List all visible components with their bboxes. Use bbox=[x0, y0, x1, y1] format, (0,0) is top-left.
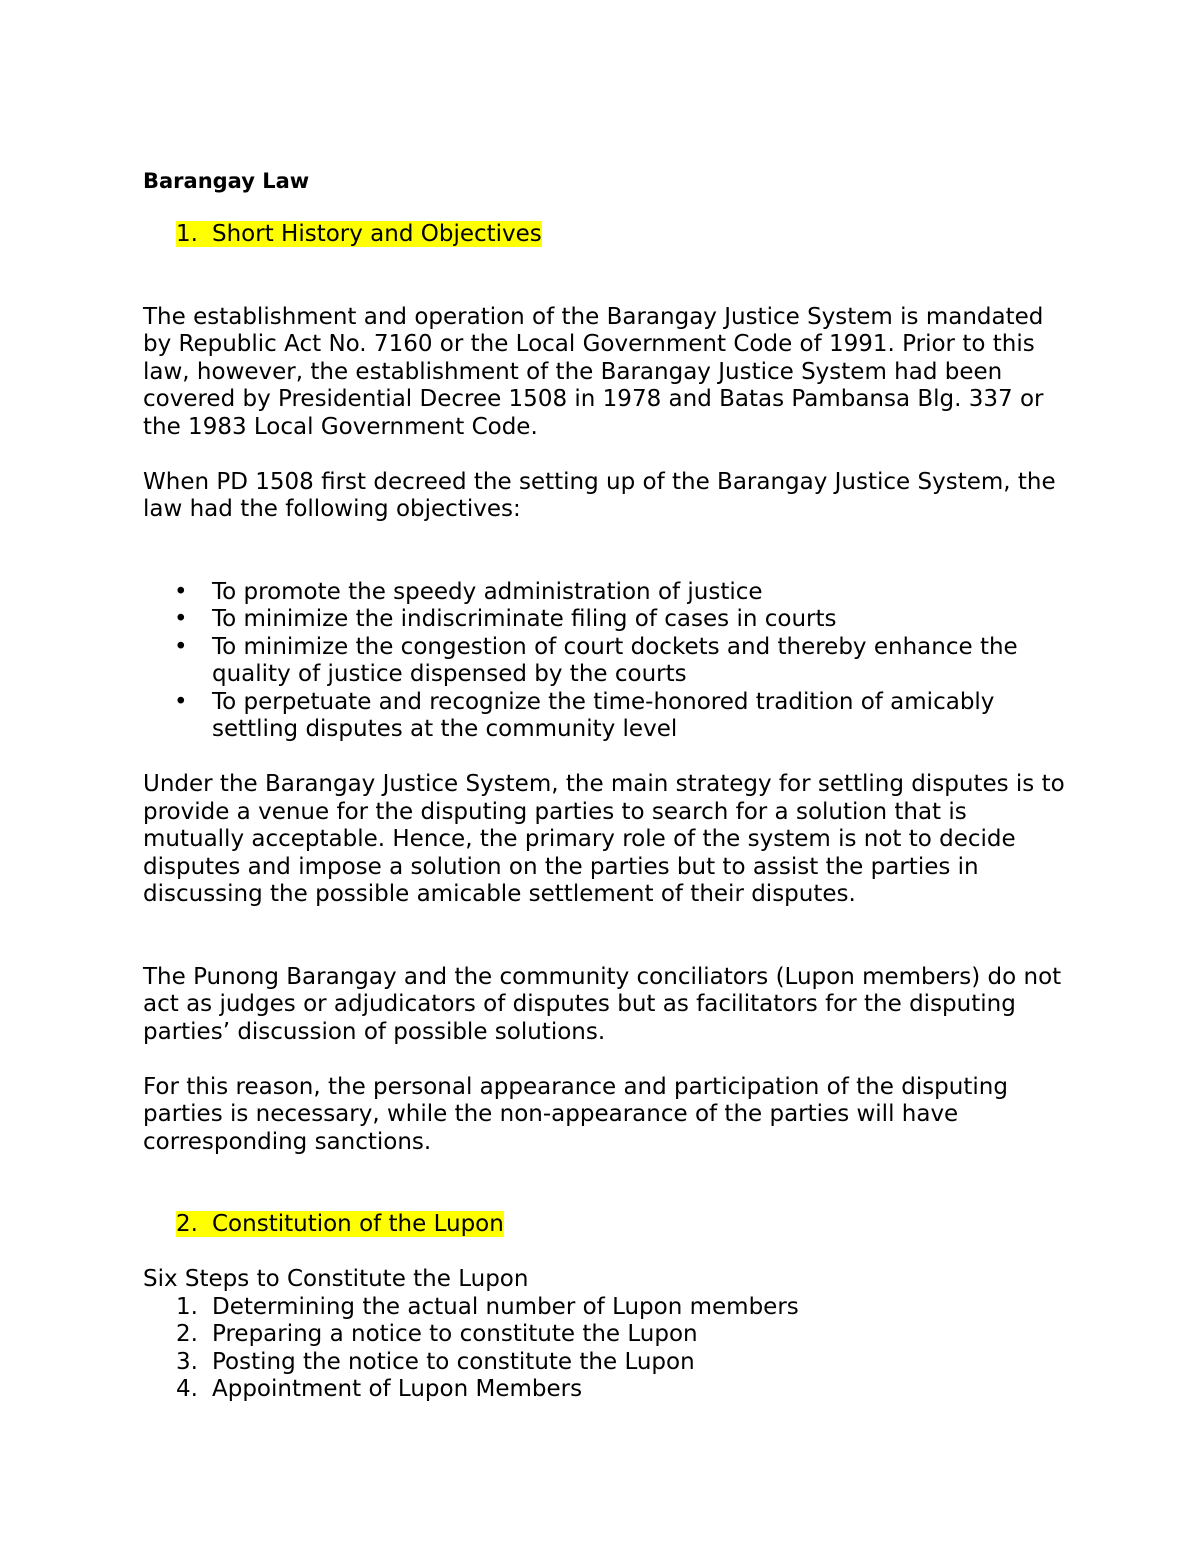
section-heading-lupon bbox=[143, 1211, 1073, 1239]
bullet-icon: • bbox=[174, 578, 188, 605]
steps-list bbox=[143, 1294, 1073, 1404]
list-item bbox=[143, 689, 1073, 744]
list-item bbox=[143, 579, 1073, 607]
list-item bbox=[143, 1294, 1073, 1322]
step-number: 1. bbox=[176, 1293, 198, 1320]
paragraph-punong-barangay: The Punong Barangay and the community conciliators (Lupon members) do not act as judges or adjudicators of disputes but as facilitators for the disputing parties’ discussion of possible solutions. bbox=[143, 963, 1062, 1045]
paragraph-objectives-intro: When PD 1508 first decreed the setting up of the Barangay Justice System, the law had the following objectives: bbox=[143, 468, 1056, 522]
section-number: 2. bbox=[176, 1211, 198, 1237]
paragraph-appearance: For this reason, the personal appearance and participation of the disputing parties is necessary, while the non-appearance of the parties will have corresponding sanctions. bbox=[143, 1073, 1008, 1155]
list-item-text: To promote the speedy administration of justice bbox=[212, 578, 763, 605]
document-title: Barangay Law bbox=[143, 169, 310, 193]
step-number: 3. bbox=[176, 1348, 198, 1375]
highlighted-heading bbox=[176, 1211, 504, 1237]
objectives-list bbox=[143, 579, 1073, 744]
bullet-icon: • bbox=[174, 633, 188, 660]
list-item-text: To minimize the indiscriminate filing of cases in courts bbox=[212, 606, 837, 632]
paragraph-strategy: Under the Barangay Justice System, the main strategy for settling disputes is to provide a venue for the disputing parties to search for a solution that is mutually acceptable. Hence, the primary role of the system is not to decide disputes and impose a solution on the parties but to assist the parties in discussing the possible amicable settlement of their disputes. bbox=[143, 771, 1065, 907]
highlighted-heading bbox=[176, 221, 542, 247]
section-number: 1. bbox=[176, 221, 198, 247]
list-item-text: To perpetuate and recognize the time-honored tradition of amicably settling disputes at the community level bbox=[212, 688, 995, 742]
bullet-icon: • bbox=[174, 606, 188, 632]
list-item bbox=[143, 1349, 1073, 1377]
bullet-icon: • bbox=[174, 688, 188, 715]
section-title: Short History and Objectives bbox=[212, 221, 542, 247]
document-page bbox=[143, 168, 1073, 1404]
list-item bbox=[143, 1376, 1073, 1404]
list-item bbox=[143, 634, 1073, 689]
step-text: Preparing a notice to constitute the Lupon bbox=[212, 1321, 698, 1347]
step-text: Determining the actual number of Lupon members bbox=[212, 1293, 799, 1320]
section-title: Constitution of the Lupon bbox=[212, 1211, 504, 1237]
paragraph-establishment: The establishment and operation of the Barangay Justice System is mandated by Republic Act No. 7160 or the Local Government Code of 1991. Prior to this law, however, the establishment of the Barangay Justice System had been covered by Presidential Decree 1508 in 1978 and Batas Pambansa Blg. 337 or the 1983 Local Government Code. bbox=[143, 303, 1044, 440]
list-item bbox=[143, 606, 1073, 634]
steps-intro: Six Steps to Constitute the Lupon bbox=[143, 1266, 529, 1292]
step-text: Posting the notice to constitute the Lupon bbox=[212, 1348, 695, 1375]
list-item-text: To minimize the congestion of court dockets and thereby enhance the quality of justice dispensed by the courts bbox=[212, 633, 1018, 687]
section-heading-history bbox=[143, 221, 1073, 249]
list-item bbox=[143, 1321, 1073, 1349]
step-number: 2. bbox=[176, 1321, 198, 1347]
step-text: Appointment of Lupon Members bbox=[212, 1376, 583, 1402]
step-number: 4. bbox=[176, 1376, 198, 1402]
